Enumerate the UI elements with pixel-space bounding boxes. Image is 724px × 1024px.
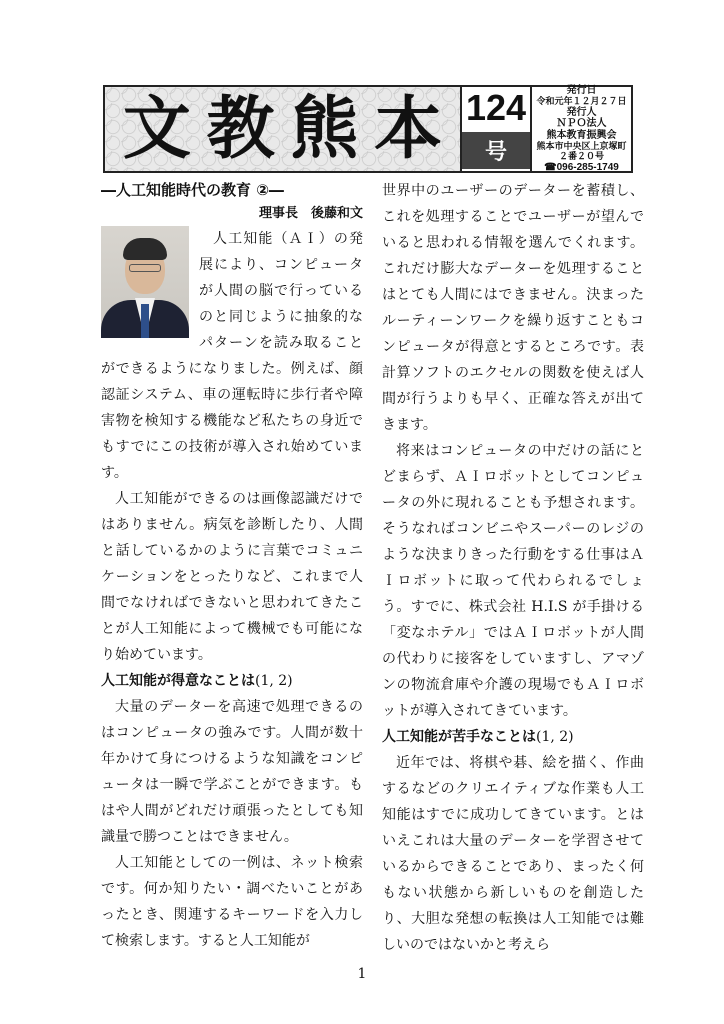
page-number: 1	[357, 966, 367, 982]
article-title: ―人工知能時代の教育 ②―	[101, 181, 284, 199]
title-char: 本	[374, 89, 443, 169]
right-column	[382, 178, 644, 958]
section-heading-strengths	[101, 668, 363, 694]
section-heading-text: 人工知能が苦手なことは	[382, 729, 536, 745]
newsletter-title	[105, 87, 462, 171]
publisher-label: 発行人	[566, 106, 597, 118]
address: 熊本市中央区上京塚町	[536, 141, 627, 152]
paragraph: 世界中のユーザーのデーターを蓄積し、これを処理することでユーザーが望んでいると思われる情報を選んでくれます。これだけ膨大なデーターを処理することはとても人間にはできません。決まったルーティーンワークを繰り返すこともコンピュータが得意とするところです。表計算ソフトのエクセルの関数を使えば人間が行うよりも早く、正確な答えが出てきます。	[382, 183, 644, 433]
paragraph: 将来はコンピュータの中だけの話にとどまらず、ＡＩロボットとしてコンピュータの外に現れることも予想されます。そうなればコンビニやスーパーのレジのような決まりきった行動をする仕事はＡＩロボットに取って代わられるでしょう。すでに、株式会社 H.I.S が手掛ける「変なホテル」ではＡＩロボットが人間の代わりに接客をしていますし、アマゾンの物流倉庫や介護の現場でもＡＩロボットが導入されてきています。	[382, 443, 644, 719]
org-type: ＮＰＯ法人	[556, 118, 607, 130]
phone-number: ☎096-285-1749	[544, 161, 619, 173]
title-char: 文	[122, 89, 191, 169]
reference-mark: (1, 2)	[255, 673, 293, 689]
section-heading-text: 人工知能が得意なことは	[101, 673, 255, 689]
left-column	[101, 178, 363, 954]
paragraph: 近年では、将棋や碁、絵を描く、作曲するなどのクリエイティブな作業も人工知能はすでに成功してきています。とはいえこれは大量のデーターを学習させているからできることであり、まったく何もない状態から新しいものを創造したり、大胆な発想の転換は人工知能では難しいのではないかと考えら	[382, 755, 644, 953]
paragraph: 人工知能（ＡＩ）の発展により、コンピュータが人間の脳で行っているのと同じように抽象的なパターンを読み取ることができるようになりました。例えば、顔認証システム、車の運転時に歩行者や障害物を検知する機能など私たちの身近でもすでにこの技術が導入され始めています。	[101, 231, 363, 481]
date-label: 発行日	[566, 84, 597, 96]
paragraph: 人工知能ができるのは画像認識だけではありません。病気を診断したり、人間と話しているかのように言葉でコミュニケーションをとったりなど、これまで人間でなければできないと思われてきたことが人工知能によって機械でも可能になり始めています。	[101, 491, 363, 663]
org-name: 熊本教育振興会	[546, 129, 617, 141]
publication-info	[532, 84, 631, 173]
paragraph: 人工知能としての一例は、ネット検索です。何か知りたい・調べたいことがあったとき、関連するキーワードを入力して検索します。すると人工知能が	[101, 855, 363, 949]
section-heading-weaknesses	[382, 724, 644, 750]
reference-mark: (1, 2)	[536, 729, 574, 745]
paragraph: 大量のデーターを高速で処理できるのはコンピュータの強みです。人間が数十年かけて身につけるような知識をコンピュータは一瞬で学ぶことができます。もはや人間がどれだけ頑張ったとしても知識量で勝つことはできません。	[101, 699, 363, 845]
author-portrait	[101, 226, 189, 338]
title-char: 熊	[290, 89, 359, 169]
masthead	[103, 85, 633, 173]
title-char: 教	[206, 89, 275, 169]
issue-number: 124	[465, 86, 527, 128]
issue-suffix: 号	[462, 132, 530, 169]
address-line2: ２番２０号	[558, 151, 604, 162]
publish-date: 令和元年１２月２７日	[536, 96, 627, 107]
author-line: 理事長 後藤和文	[258, 206, 363, 221]
issue-box	[462, 87, 532, 171]
